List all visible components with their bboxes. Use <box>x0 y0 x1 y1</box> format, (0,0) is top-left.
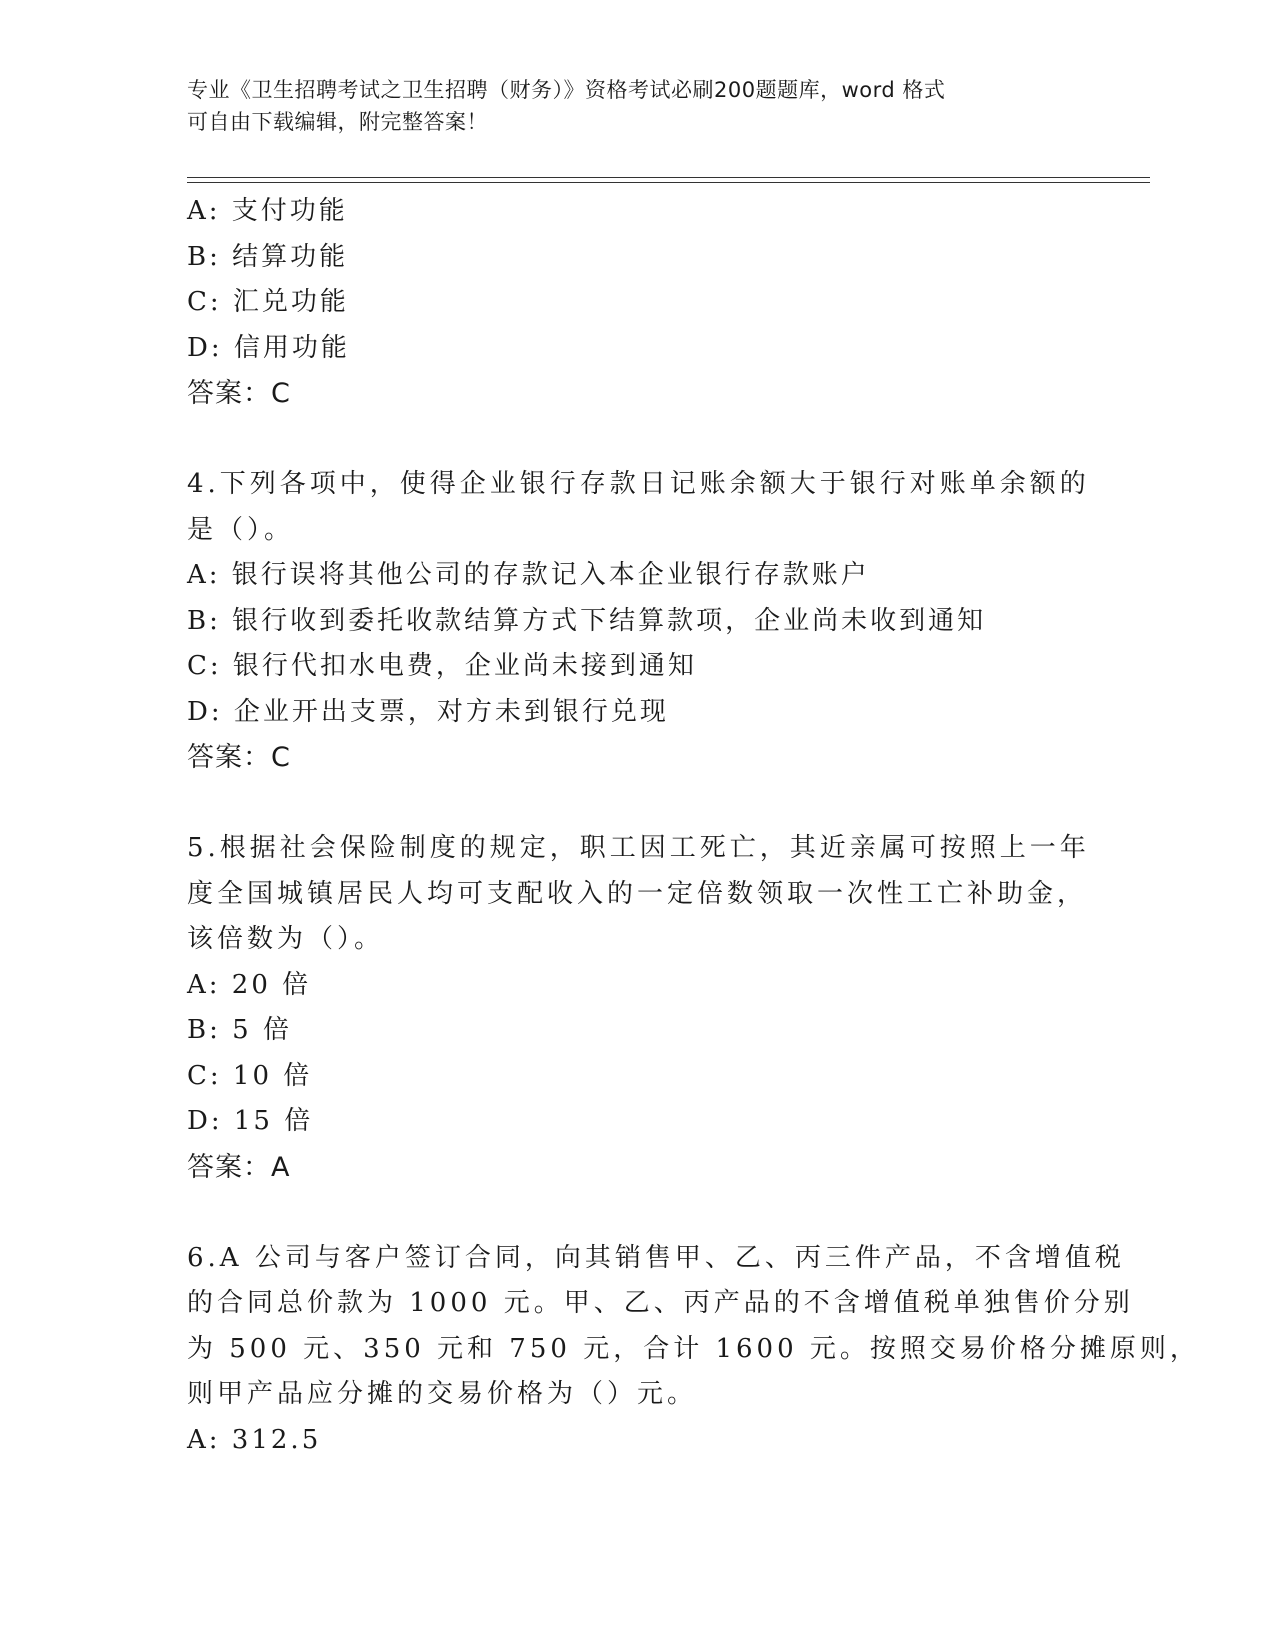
header-divider-top <box>187 177 1150 178</box>
question-block <box>187 189 1087 417</box>
question-block <box>187 826 1090 1190</box>
option-c: C: 汇兑功能 <box>187 287 349 317</box>
option-b: B: 银行收到委托收款结算方式下结算款项，企业尚未收到通知 <box>187 605 987 636</box>
question-block <box>187 462 1090 781</box>
option-d: D: 信用功能 <box>187 332 350 363</box>
stem-line: 则甲产品应分摊的交易价格为（）元。 <box>187 1379 698 1409</box>
stem-line: 度全国城镇居民人均可支配收入的一定倍数领取一次性工亡补助金， <box>187 878 1088 909</box>
option-b: B: 5 倍 <box>187 1015 292 1045</box>
question-block <box>187 1236 1200 1464</box>
answer-line: 答案：C <box>187 742 291 773</box>
question-stem <box>187 826 1090 963</box>
stem-line: 6.A 公司与客户签订合同，向其销售甲、乙、丙三件产品，不含增值税 <box>187 1242 1125 1273</box>
stem-line: 为 500 元、350 元和 750 元，合计 1600 元。按照交易价格分摊原则， <box>187 1333 1200 1364</box>
question-gap <box>187 1190 1087 1236</box>
stem-line: 4.下列各项中，使得企业银行存款日记账余额大于银行对账单余额的 <box>187 469 1090 499</box>
question-stem <box>187 462 1090 553</box>
question-stem <box>187 1236 1200 1418</box>
option-a: A: 银行误将其他公司的存款记入本企业银行存款账户 <box>187 560 870 590</box>
page-header <box>187 74 1067 138</box>
option-a: A: 支付功能 <box>187 196 348 226</box>
option-a: A: 312.5 <box>187 1424 322 1455</box>
option-a: A: 20 倍 <box>187 969 312 1000</box>
question-gap <box>187 417 1087 463</box>
answer-line: 答案：A <box>187 1151 291 1183</box>
question-list <box>187 189 1200 1463</box>
header-line-2: 可自由下载编辑，附完整答案！ <box>187 110 488 134</box>
stem-line: 5.根据社会保险制度的规定，职工因工死亡，其近亲属可按照上一年 <box>187 833 1090 863</box>
answer-line: 答案：C <box>187 378 291 409</box>
option-b: B: 结算功能 <box>187 241 349 272</box>
question-gap <box>187 781 1087 827</box>
option-d: D: 企业开出支票，对方未到银行兑现 <box>187 696 669 727</box>
option-c: C: 10 倍 <box>187 1060 313 1091</box>
header-divider-bottom <box>187 182 1150 183</box>
option-c: C: 银行代扣水电费，企业尚未接到通知 <box>187 651 697 681</box>
option-d: D: 15 倍 <box>187 1106 314 1136</box>
stem-line: 的合同总价款为 1000 元。甲、乙、丙产品的不含增值税单独售价分别 <box>187 1288 1134 1318</box>
stem-line: 该倍数为（）。 <box>187 924 385 954</box>
stem-line: 是（）。 <box>187 514 295 545</box>
header-line-1: 专业《卫生招聘考试之卫生招聘（财务）》资格考试必刷200题题库，word 格式 <box>187 78 946 102</box>
